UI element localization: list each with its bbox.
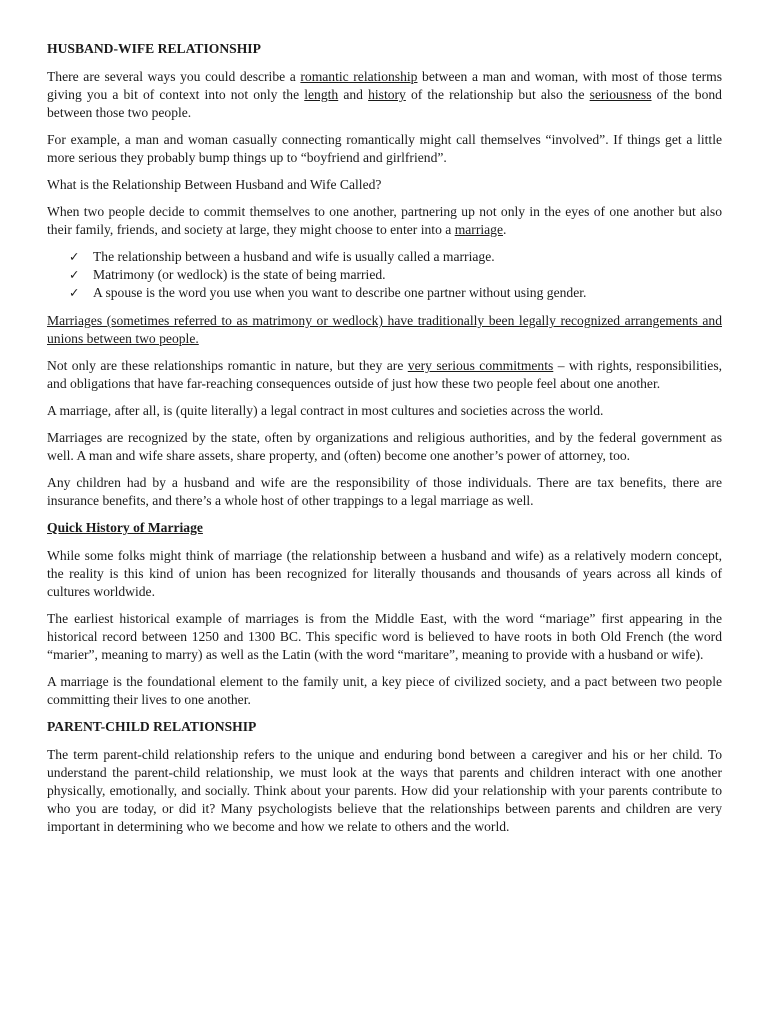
text: of the bond between those two people. (47, 87, 722, 120)
list-item-text: A spouse is the word you use when you want to describe one partner without using gender. (93, 285, 587, 300)
checklist (47, 248, 722, 302)
list-item (47, 248, 722, 266)
section-heading-parent-child: PARENT-CHILD RELATIONSHIP (47, 719, 257, 734)
text: and (338, 87, 369, 102)
paragraph: For example, a man and woman casually connecting romantically might call themselves “involved”. If things get a little more serious they probably bump things up to “boyfriend and girlfriend”. (47, 132, 722, 165)
paragraph: Any children had by a husband and wife are the responsibility of those individuals. There are tax benefits, there are insurance benefits, and there’s a whole host of other trappings to a legal marriage as well. (47, 475, 722, 508)
check-mark-icon: ✓ (69, 285, 80, 300)
check-mark-icon: ✓ (69, 267, 80, 282)
paragraph: A marriage is the foundational element to the family unit, a key piece of civilized society, and a pact between two people committing their lives to one another. (47, 674, 722, 707)
paragraph: While some folks might think of marriage (the relationship between a husband and wife) as a relatively modern concept, the reality is this kind of union has been recognized for literally thousands and thousands of years across all kinds of cultures worldwide. (47, 548, 722, 599)
paragraph (47, 203, 722, 239)
list-item-text: Matrimony (or wedlock) is the state of being married. (93, 267, 386, 282)
paragraph: The term parent-child relationship refers to the unique and enduring bond between a caregiver and his or her child. To understand the parent-child relationship, we must look at the ways that parents and children interact with one another physically, emotionally, and socially. Think about your parents. How did your relationship with your parents contribute to who you are today, or did it? Many psychologists believe that the relationships between parents and children are very important in determining who we become and how we relate to others and the world. (47, 747, 722, 834)
document-body (47, 40, 722, 845)
text: of the relationship but also the (405, 87, 590, 102)
text: Not only are these relationships romantic in nature, but they are (47, 358, 408, 373)
link-history[interactable]: history (368, 87, 406, 102)
list-item-text: The relationship between a husband and wife is usually called a marriage. (93, 249, 495, 264)
link-length[interactable]: length (304, 87, 339, 102)
text: When two people decide to commit themselves to one another, partnering up not only in the eyes of one another but also their family, friends, and society at large, they might choose to enter into a (47, 204, 722, 237)
section-heading-husband-wife: HUSBAND-WIFE RELATIONSHIP (47, 41, 261, 56)
link-marriage[interactable]: marriage (454, 222, 504, 237)
underlined-paragraph: Marriages (sometimes referred to as matrimony or wedlock) have traditionally been legally recognized arrangements and unions between two people. (47, 313, 722, 346)
text: . (503, 222, 507, 237)
check-mark-icon: ✓ (69, 249, 80, 264)
paragraph (47, 68, 722, 122)
paragraph: Marriages are recognized by the state, often by organizations and religious authorities, and by the federal government as well. A man and wife share assets, share property, and (often) become one another’s power of attorney, too. (47, 430, 722, 463)
list-item (47, 284, 722, 302)
link-seriousness[interactable]: seriousness (589, 87, 652, 102)
link-romantic-relationship[interactable]: romantic relationship (300, 69, 418, 84)
text: – with rights, responsibilities, and obligations that have far-reaching consequences outside of just how these two people feel about one another. (47, 358, 723, 391)
text: between a man and woman, with most of those terms giving you a bit of context into not only the (47, 69, 722, 102)
text: There are several ways you could describe a (47, 69, 301, 84)
section-heading-history: Quick History of Marriage (47, 520, 203, 535)
list-item (47, 266, 722, 284)
link-very-serious-commitments[interactable]: very serious commitments (407, 358, 554, 373)
paragraph (47, 357, 722, 393)
paragraph: A marriage, after all, is (quite literally) a legal contract in most cultures and societies across the world. (47, 403, 604, 418)
paragraph: What is the Relationship Between Husband and Wife Called? (47, 177, 382, 192)
paragraph: The earliest historical example of marriages is from the Middle East, with the word “mariage” first appearing in the historical record between 1250 and 1300 BC. This specific word is believed to have roots in both Old French (the word “marier”, meaning to marry) as well as the Latin (with the word “maritare”, meaning to provide with a husband or wife). (47, 611, 722, 662)
